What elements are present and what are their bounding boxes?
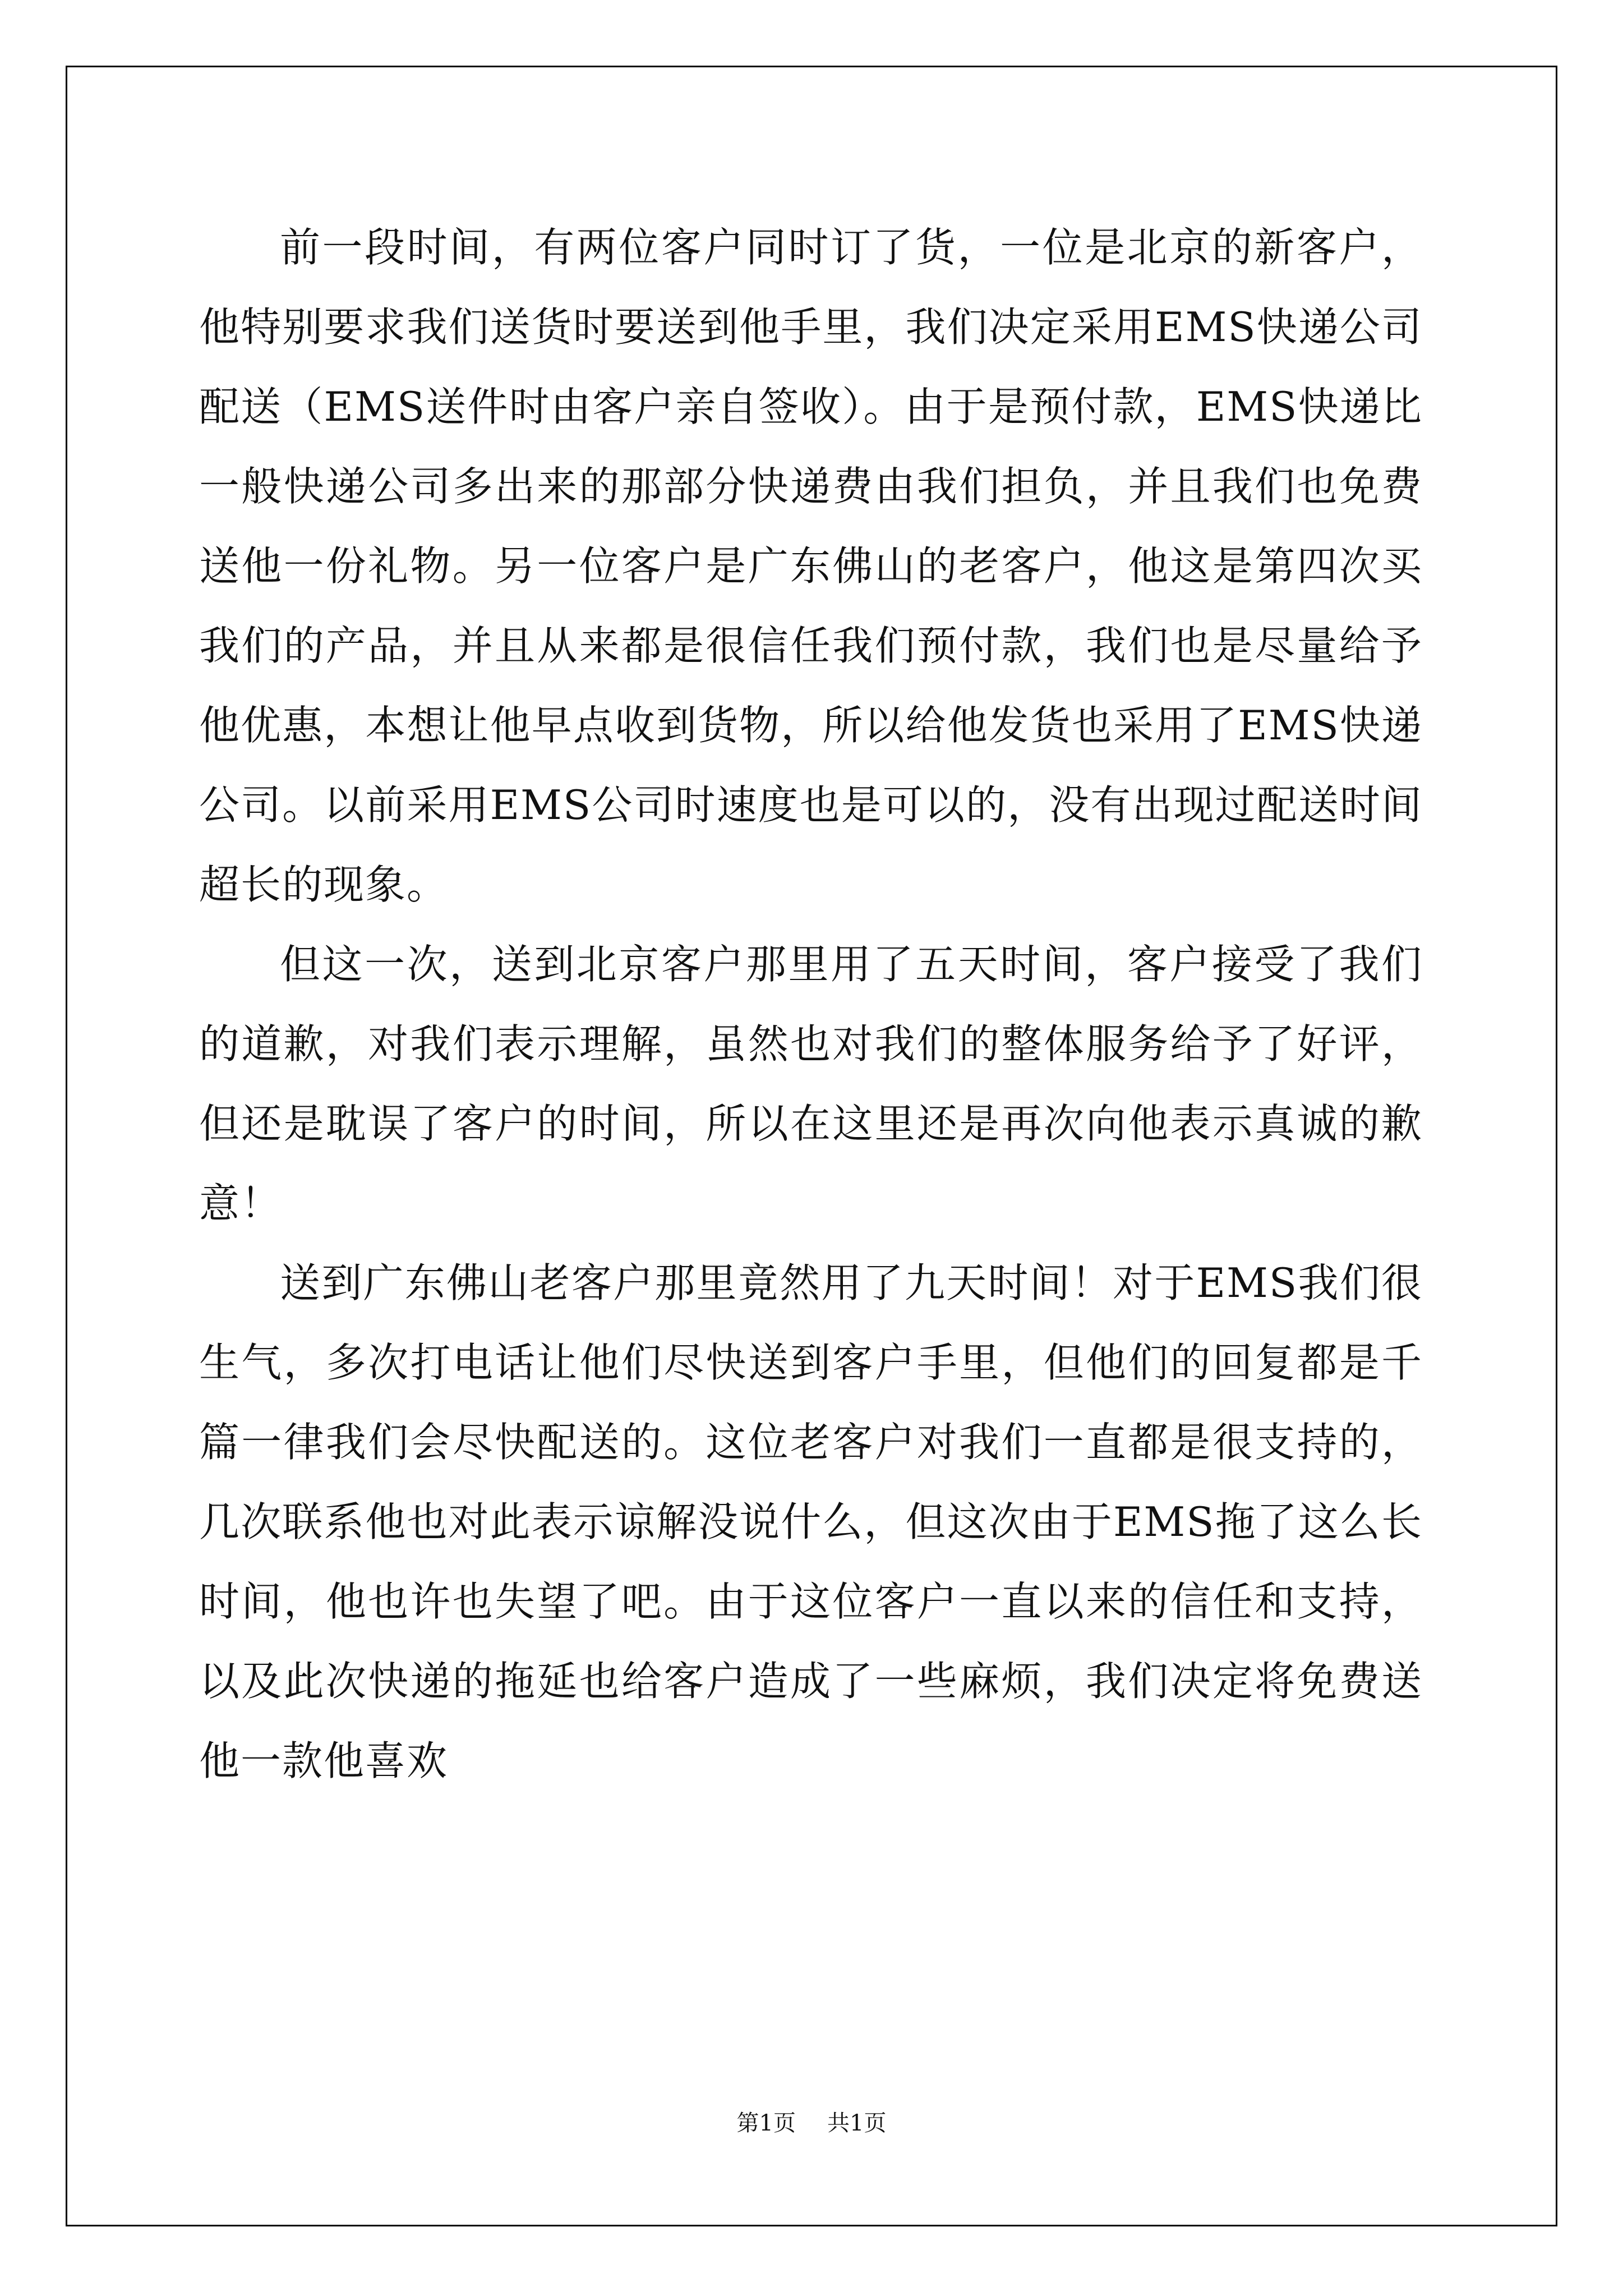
paragraph-1: 前一段时间，有两位客户同时订了货，一位是北京的新客户，他特别要求我们送货时要送到他手里，我们决定采用EMS快递公司配送（EMS送件时由客户亲自签收）。由于是预付款，EMS快递比一般快递公司多出来的那部分快递费由我们担负，并且我们也免费送他一份礼物。另一位客户是广东佛山的老客户，他这是第四次买我们的产品，并且从来都是很信任我们预付款，我们也是尽量给予他优惠，本想让他早点收到货物，所以给他发货也采用了EMS快递公司。以前采用EMS公司时速度也是可以的，没有出现过配送时间超长的现象。 xyxy=(199,224,1423,908)
page-total: 共1页 xyxy=(827,2110,887,2136)
document-body xyxy=(199,208,1423,1801)
paragraph-2: 但这一次，送到北京客户那里用了五天时间，客户接受了我们的道歉，对我们表示理解，虽然也对我们的整体服务给予了好评，但还是耽误了客户的时间，所以在这里还是再次向他表示真诚的歉意！ xyxy=(199,941,1423,1227)
paragraph-3: 送到广东佛山老客户那里竟然用了九天时间！对于EMS我们很生气，多次打电话让他们尽快送到客户手里，但他们的回复都是千篇一律我们会尽快配送的。这位老客户对我们一直都是很支持的，几次联系他也对此表示谅解没说什么，但这次由于EMS拖了这么长时间，他也许也失望了吧。由于这位客户一直以来的信任和支持，以及此次快递的拖延也给客户造成了一些麻烦，我们决定将免费送他一款他喜欢 xyxy=(199,1259,1423,1784)
page-number: 第1页 xyxy=(736,2110,796,2136)
page-footer xyxy=(0,2109,1623,2137)
